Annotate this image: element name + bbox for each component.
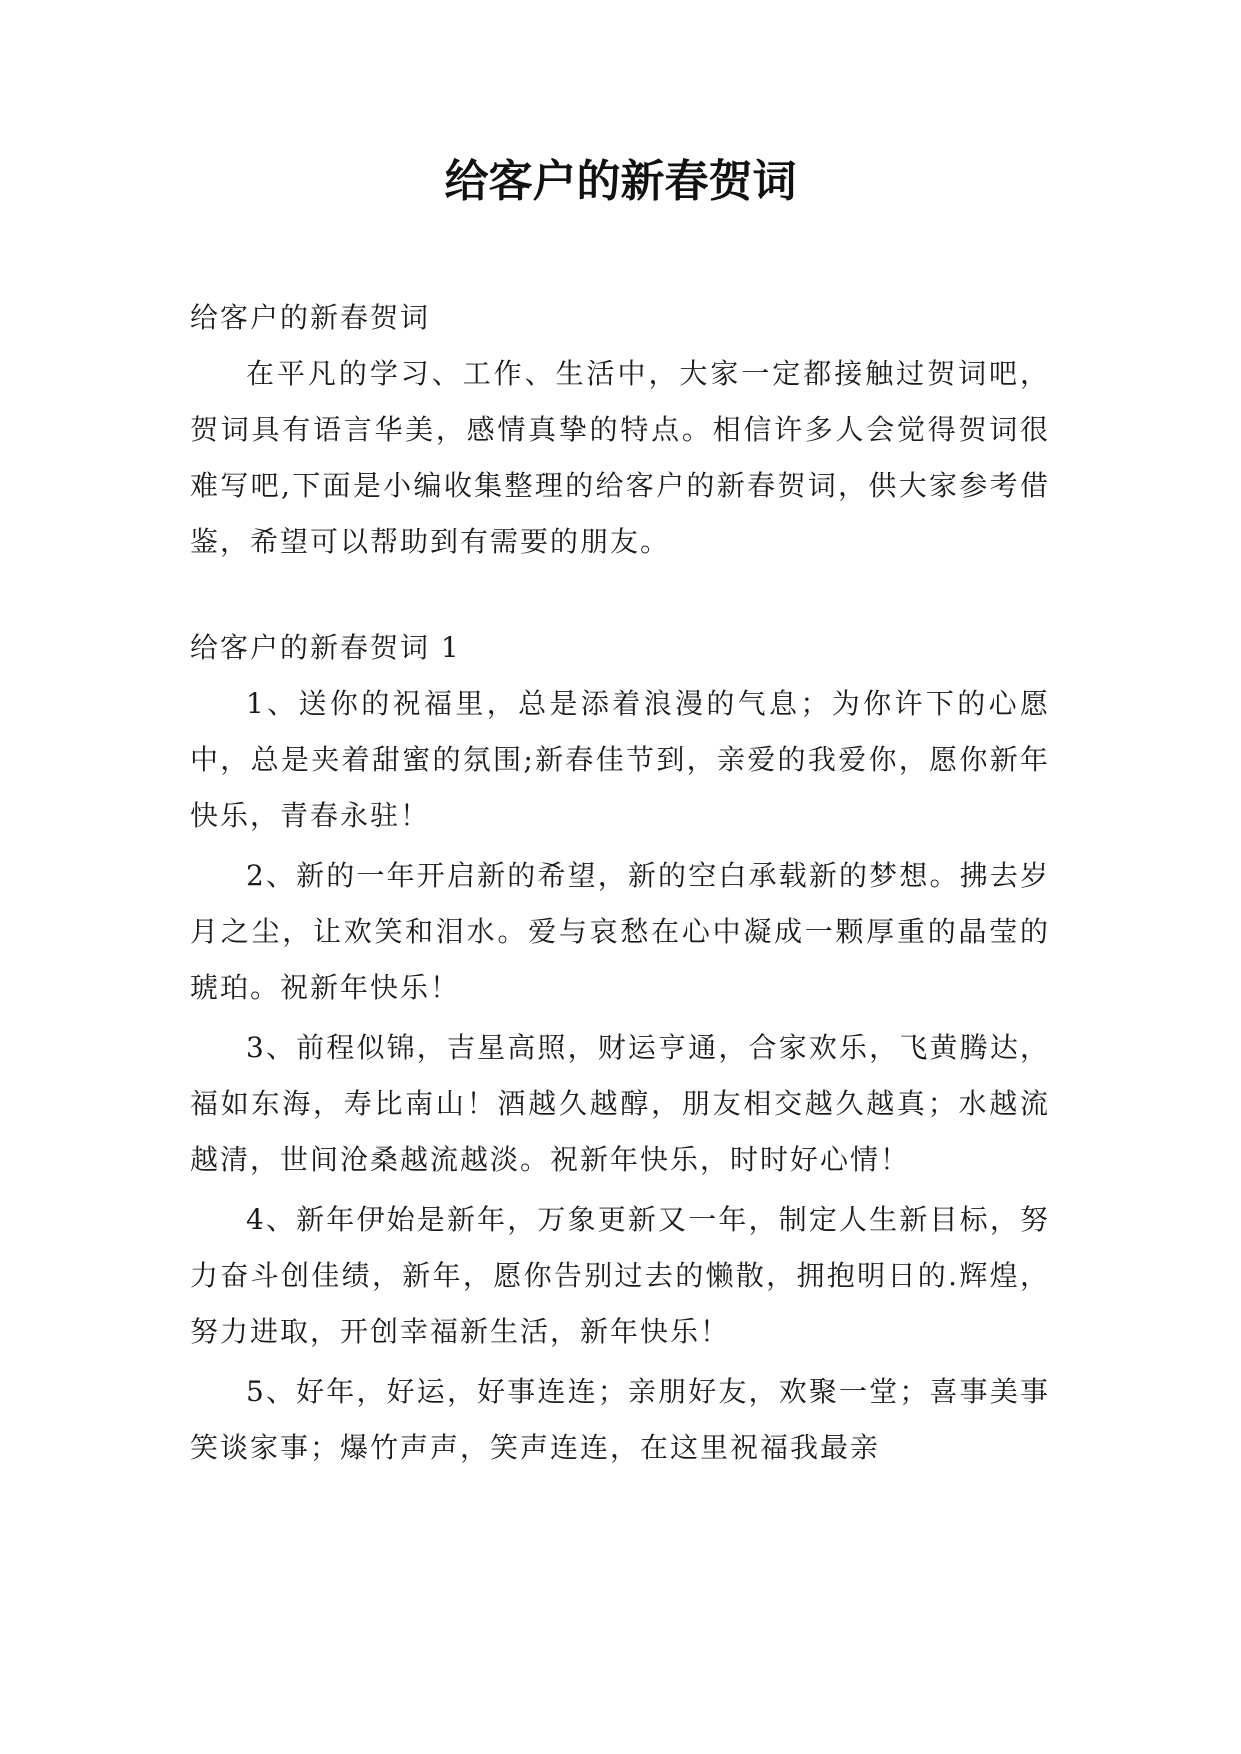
section-spacer bbox=[190, 570, 1050, 620]
greeting-item: 4、新年伊始是新年，万象更新又一年，制定人生新目标，努力奋斗创佳绩，新年，愿你告别过去的懒散，拥抱明日的.辉煌，努力进取，开创幸福新生活，新年快乐！ bbox=[190, 1203, 1050, 1348]
greeting-item: 1、送你的祝福里，总是添着浪漫的气息；为你许下的心愿中，总是夹着甜蜜的氛围;新春佳节到，亲爱的我爱你，愿你新年快乐，青春永驻！ bbox=[190, 687, 1050, 832]
greeting-item: 3、前程似锦，吉星高照，财运亨通，合家欢乐，飞黄腾达，福如东海，寿比南山！酒越久越醇，朋友相交越久越真；水越流越清，世间沧桑越流越淡。祝新年快乐，时时好心情！ bbox=[190, 1031, 1050, 1176]
document-subtitle: 给客户的新春贺词 bbox=[190, 301, 431, 334]
greeting-item: 2、新的一年开启新的希望，新的空白承载新的梦想。拂去岁月之尘，让欢笑和泪水。爱与哀愁在心中凝成一颗厚重的晶莹的琥珀。祝新年快乐！ bbox=[190, 859, 1050, 1004]
greeting-list bbox=[190, 676, 1050, 1476]
document-body bbox=[190, 290, 1050, 1480]
document-title: 给客户的新春贺词 bbox=[444, 156, 797, 207]
greeting-item: 5、好年，好运，好事连连；亲朋好友，欢聚一堂；喜事美事笑谈家事；爆竹声声，笑声连连，在这里祝福我最亲 bbox=[190, 1375, 1050, 1464]
intro-paragraph: 在平凡的学习、工作、生活中，大家一定都接触过贺词吧，贺词具有语言华美，感情真挚的特点。相信许多人会觉得贺词很难写吧,下面是小编收集整理的给客户的新春贺词，供大家参考借鉴，希望可以帮助到有需要的朋友。 bbox=[190, 357, 1050, 558]
section-heading: 给客户的新春贺词 1 bbox=[190, 631, 461, 664]
